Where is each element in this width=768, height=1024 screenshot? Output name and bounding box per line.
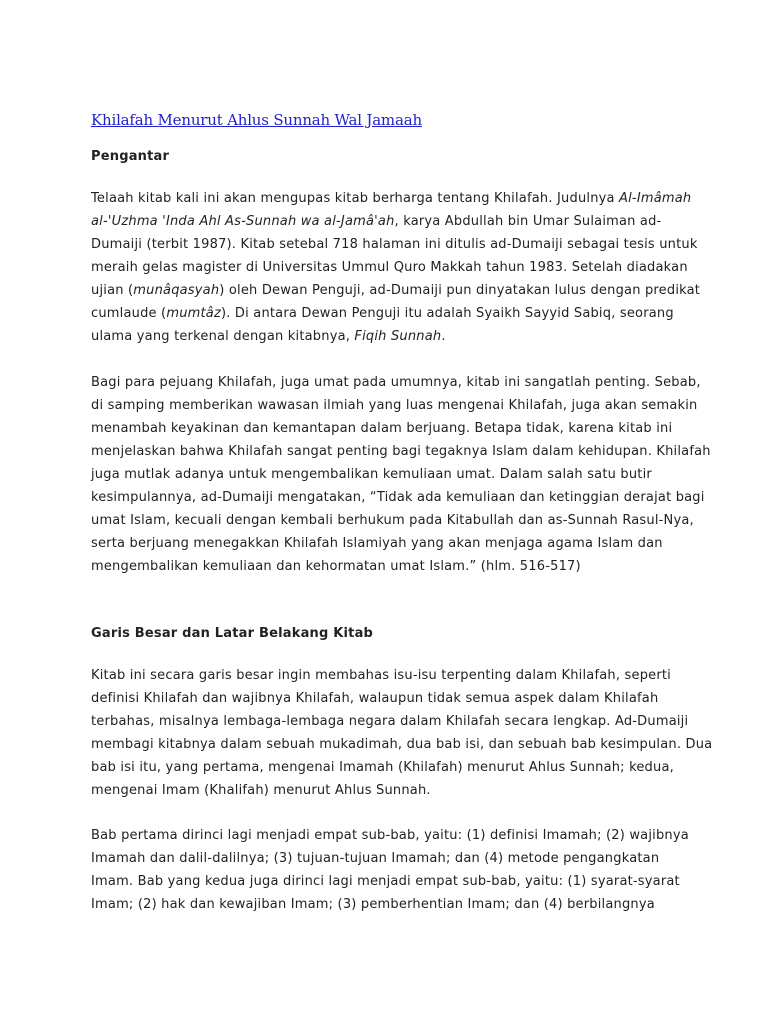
text-line: Dumaiji (terbit 1987). Kitab setebal 718 halaman ini ditulis ad-Dumaiji sebagai tesis untuk (91, 237, 698, 252)
text-line: ulama yang terkenal dengan kitabnya, Fiqih Sunnah. (91, 329, 446, 344)
text-line: Bab pertama dirinci lagi menjadi empat sub-bab, yaitu: (1) definisi Imamah; (2) wajibnya (91, 828, 689, 843)
text-line: menambah keyakinan dan kemantapan dalam berjuang. Betapa tidak, karena kitab ini (91, 421, 673, 436)
text-line: menjelaskan bahwa Khilafah sangat penting bagi tegaknya Islam dalam kehidupan. Khilafah (91, 444, 711, 459)
text-line: Imamah dan dalil-dalilnya; (3) tujuan-tujuan Imamah; dan (4) metode pengangkatan (91, 851, 660, 866)
text-line: Imam; (2) hak dan kewajiban Imam; (3) pemberhentian Imam; dan (4) berbilangnya (91, 897, 655, 912)
paragraph-overview (91, 664, 713, 802)
text-line: serta berjuang menegakkan Khilafah Islamiyah yang akan menjaga agama Islam dan (91, 536, 663, 551)
text-line: mengenai Imam (Khalifah) menurut Ahlus Sunnah. (91, 783, 431, 798)
document-title-link[interactable]: Khilafah Menurut Ahlus Sunnah Wal Jamaah (91, 111, 422, 129)
text-line: membagi kitabnya dalam sebuah mukadimah, dua bab isi, dan sebuah bab kesimpulan. Dua (91, 737, 713, 752)
paragraph-chapter-breakdown (91, 824, 689, 916)
text-line: mengembalikan kemuliaan dan kehormatan umat Islam.” (hlm. 516-517) (91, 559, 581, 574)
text-line: cumlaude (mumtâz). Di antara Dewan Penguji itu adalah Syaikh Sayyid Sabiq, seorang (91, 306, 674, 321)
text-line: bab isi itu, yang pertama, mengenai Imamah (Khilafah) menurut Ahlus Sunnah; kedua, (91, 760, 674, 775)
text-line: Bagi para pejuang Khilafah, juga umat pada umumnya, kitab ini sangatlah penting. Sebab, (91, 375, 701, 390)
text-line: umat Islam, kecuali dengan kembali berhukum pada Kitabullah dan as-Sunnah Rasul-Nya, (91, 513, 694, 528)
text-line: di samping memberikan wawasan ilmiah yang luas mengenai Khilafah, juga akan semakin (91, 398, 698, 413)
text-line: Telaah kitab kali ini akan mengupas kitab berharga tentang Khilafah. Judulnya Al-Imâmah (91, 191, 692, 206)
text-line: Kitab ini secara garis besar ingin membahas isu-isu terpenting dalam Khilafah, seperti (91, 668, 671, 683)
paragraph-intro (91, 187, 701, 348)
text-line: al-'Uzhma 'Inda Ahl As-Sunnah wa al-Jamâ'ah, karya Abdullah bin Umar Sulaiman ad- (91, 214, 662, 229)
text-line: terbahas, misalnya lembaga-lembaga negara dalam Khilafah secara lengkap. Ad-Dumaiji (91, 714, 689, 729)
text-line: definisi Khilafah dan wajibnya Khilafah, walaupun tidak semua aspek dalam Khilafah (91, 691, 659, 706)
text-line: ujian (munâqasyah) oleh Dewan Penguji, ad-Dumaiji pun dinyatakan lulus dengan predikat (91, 283, 701, 298)
section-heading-pengantar: Pengantar (91, 149, 170, 164)
text-line: juga mutlak adanya untuk mengembalikan kemuliaan umat. Dalam salah satu butir (91, 467, 652, 482)
section-heading-garis-besar: Garis Besar dan Latar Belakang Kitab (91, 626, 374, 641)
text-line: Imam. Bab yang kedua juga dirinci lagi menjadi empat sub-bab, yaitu: (1) syarat-syarat (91, 874, 680, 889)
paragraph-importance (91, 371, 711, 578)
text-line: meraih gelas magister di Universitas Ummul Quro Makkah tahun 1983. Setelah diadakan (91, 260, 688, 275)
text-line: kesimpulannya, ad-Dumaiji mengatakan, “Tidak ada kemuliaan dan ketinggian derajat bagi (91, 490, 705, 505)
